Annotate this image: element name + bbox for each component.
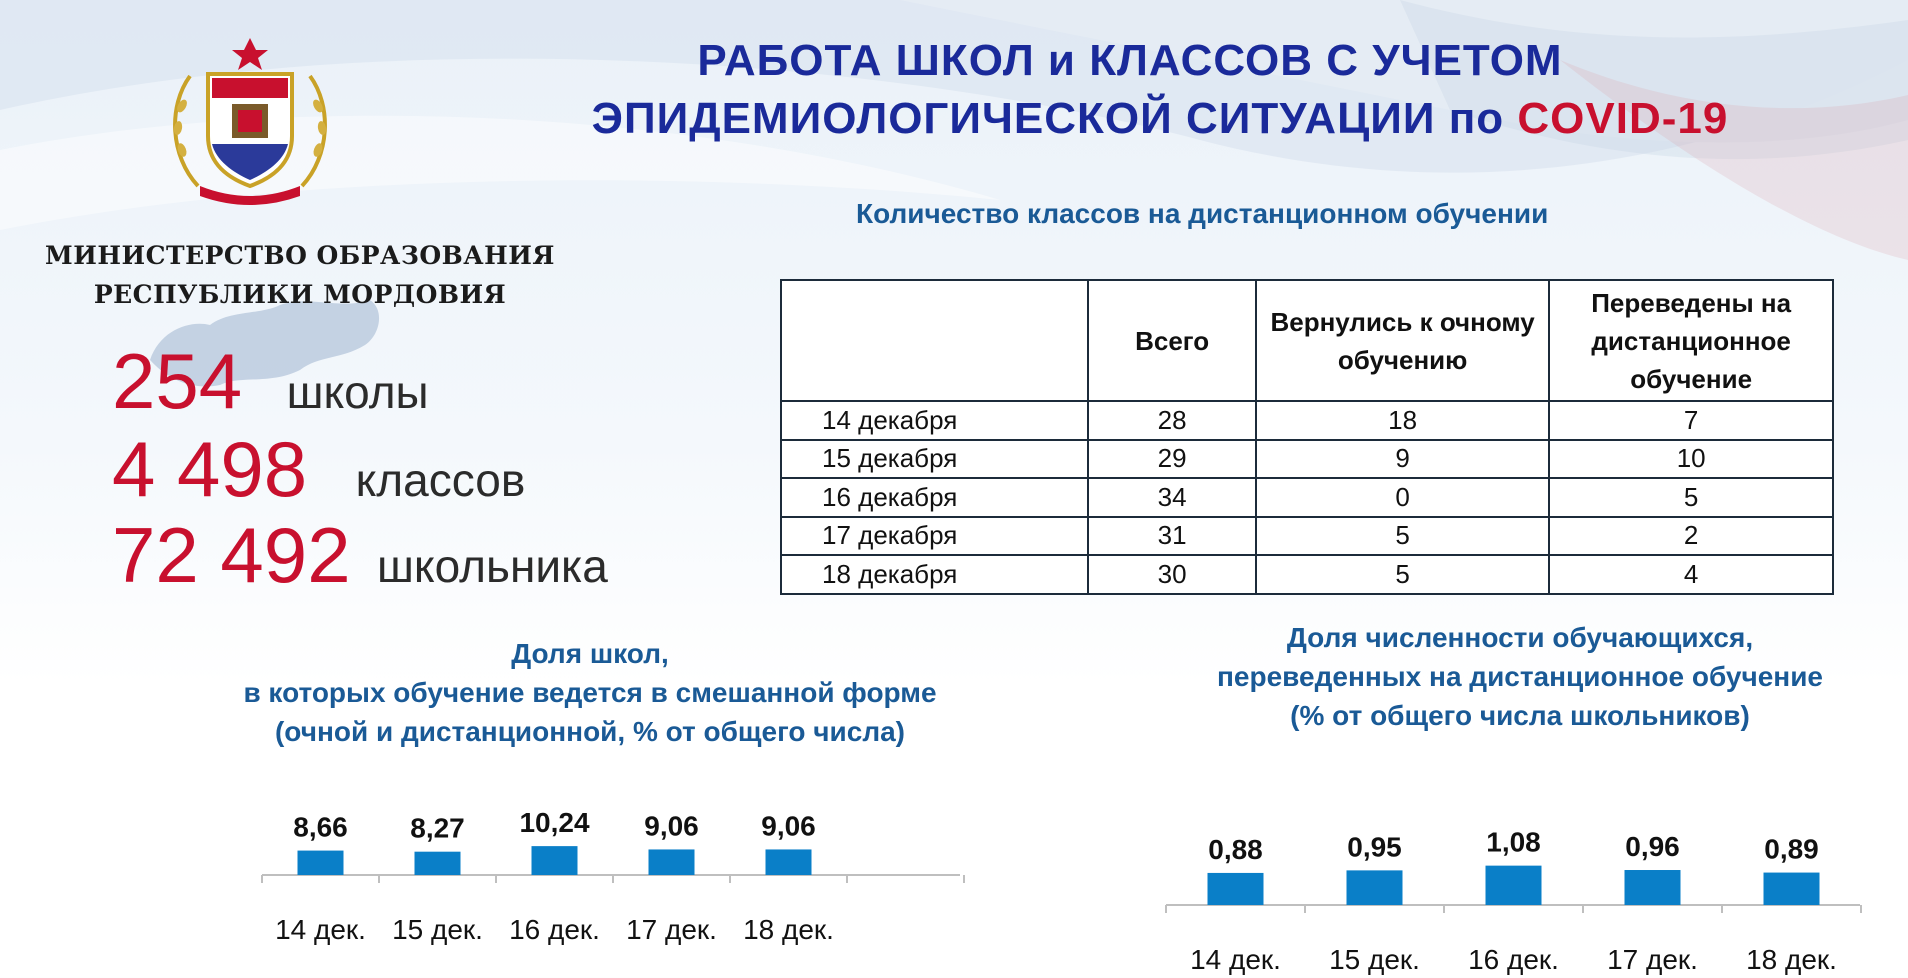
data-label: 0,88 — [1208, 833, 1263, 865]
chart-2-title-line: переведенных на дистанционное обучение — [1217, 661, 1823, 692]
data-label: 9,06 — [761, 810, 816, 842]
chart-1-title-line: (очной и дистанционной, % от общего числа) — [274, 716, 906, 747]
cell-total: 29 — [1088, 440, 1256, 479]
chart-2-title-line: Доля численности обучающихся, — [1286, 622, 1754, 653]
data-label: 10,24 — [519, 807, 590, 839]
stat-schools — [112, 336, 429, 427]
ministry-name — [30, 236, 570, 314]
chart-mixed-schools-share — [260, 790, 960, 950]
cell-transferred: 4 — [1549, 555, 1833, 594]
data-label: 0,89 — [1764, 833, 1819, 865]
chart-2-title-line: (% от общего числа школьников) — [1290, 700, 1750, 731]
cell-returned: 5 — [1256, 555, 1549, 594]
page-title — [440, 32, 1820, 148]
bar — [1625, 870, 1681, 905]
stat-classes — [112, 424, 525, 515]
data-label: 8,27 — [410, 812, 465, 844]
table-row — [781, 478, 1833, 517]
table-header-total: Всего — [1088, 280, 1256, 401]
cell-total: 28 — [1088, 401, 1256, 440]
table-title: Количество классов на дистанционном обучении — [856, 198, 1549, 229]
cell-total: 31 — [1088, 517, 1256, 556]
bar — [1486, 866, 1542, 905]
cell-returned: 9 — [1256, 440, 1549, 479]
category-label: 14 дек. — [1190, 944, 1281, 975]
category-label: 16 дек. — [509, 914, 600, 945]
bar — [1347, 870, 1403, 905]
stat-label: классов — [355, 454, 526, 506]
category-label: 15 дек. — [392, 914, 483, 945]
table-row — [781, 555, 1833, 594]
table-header-returned: Вернулись к очному обучению — [1256, 280, 1549, 401]
cell-transferred: 5 — [1549, 478, 1833, 517]
chart-1-title-line: в которых обучение ведется в смешанной форме — [243, 677, 937, 708]
title-line-2 — [500, 90, 1820, 148]
bar — [415, 852, 461, 875]
cell-date: 18 декабря — [781, 555, 1088, 594]
stat-value: 254 — [112, 337, 243, 425]
category-label: 17 дек. — [1607, 944, 1698, 975]
cell-total: 30 — [1088, 555, 1256, 594]
ministry-line-2: РЕСПУБЛИКИ МОРДОВИЯ — [93, 280, 507, 309]
stat-label: школьника — [377, 540, 608, 592]
bar — [766, 849, 812, 875]
category-label: 18 дек. — [1746, 944, 1837, 975]
title-line-1: РАБОТА ШКОЛ и КЛАССОВ С УЧЕТОМ — [697, 36, 1563, 85]
coat-of-arms-emblem — [160, 36, 340, 206]
category-label: 15 дек. — [1329, 944, 1420, 975]
cell-date: 14 декабря — [781, 401, 1088, 440]
title-line-2-main: ЭПИДЕМИОЛОГИЧЕСКОЙ СИТУАЦИИ по — [591, 94, 1518, 143]
chart-1-title-line: Доля школ, — [511, 638, 669, 669]
cell-transferred: 7 — [1549, 401, 1833, 440]
cell-date: 15 декабря — [781, 440, 1088, 479]
bar — [532, 846, 578, 875]
cell-transferred: 10 — [1549, 440, 1833, 479]
table-row — [781, 517, 1833, 556]
remote-classes-table — [780, 279, 1834, 595]
table-header-date — [781, 280, 1088, 401]
chart-2-title — [1160, 618, 1880, 735]
cell-total: 34 — [1088, 478, 1256, 517]
data-label: 0,95 — [1347, 831, 1402, 863]
bar — [1208, 873, 1264, 905]
cell-date: 17 декабря — [781, 517, 1088, 556]
title-covid-highlight: COVID-19 — [1517, 94, 1729, 143]
category-label: 14 дек. — [275, 914, 366, 945]
data-label: 0,96 — [1625, 831, 1680, 863]
cell-transferred: 2 — [1549, 517, 1833, 556]
data-label: 8,66 — [293, 811, 348, 843]
data-label: 9,06 — [644, 810, 699, 842]
stat-value: 4 498 — [112, 425, 308, 513]
cell-returned: 5 — [1256, 517, 1549, 556]
data-label: 1,08 — [1486, 826, 1541, 858]
cell-returned: 18 — [1256, 401, 1549, 440]
cell-date: 16 декабря — [781, 478, 1088, 517]
ministry-line-1: МИНИСТЕРСТВО ОБРАЗОВАНИЯ — [45, 241, 555, 270]
category-label: 16 дек. — [1468, 944, 1559, 975]
table-header-transferred: Переведены на дистанционное обучение — [1549, 280, 1833, 401]
cell-returned: 0 — [1256, 478, 1549, 517]
stat-label: школы — [286, 366, 429, 418]
category-label: 18 дек. — [743, 914, 834, 945]
stat-students — [112, 510, 608, 601]
table-header-row — [781, 280, 1833, 401]
bar — [298, 851, 344, 875]
category-label: 17 дек. — [626, 914, 717, 945]
chart-remote-students-share — [1160, 805, 1880, 975]
bar — [1764, 873, 1820, 905]
stat-value: 72 492 — [112, 511, 351, 599]
chart-1-title — [190, 634, 990, 751]
table-row — [781, 401, 1833, 440]
bar — [649, 849, 695, 875]
table-row — [781, 440, 1833, 479]
